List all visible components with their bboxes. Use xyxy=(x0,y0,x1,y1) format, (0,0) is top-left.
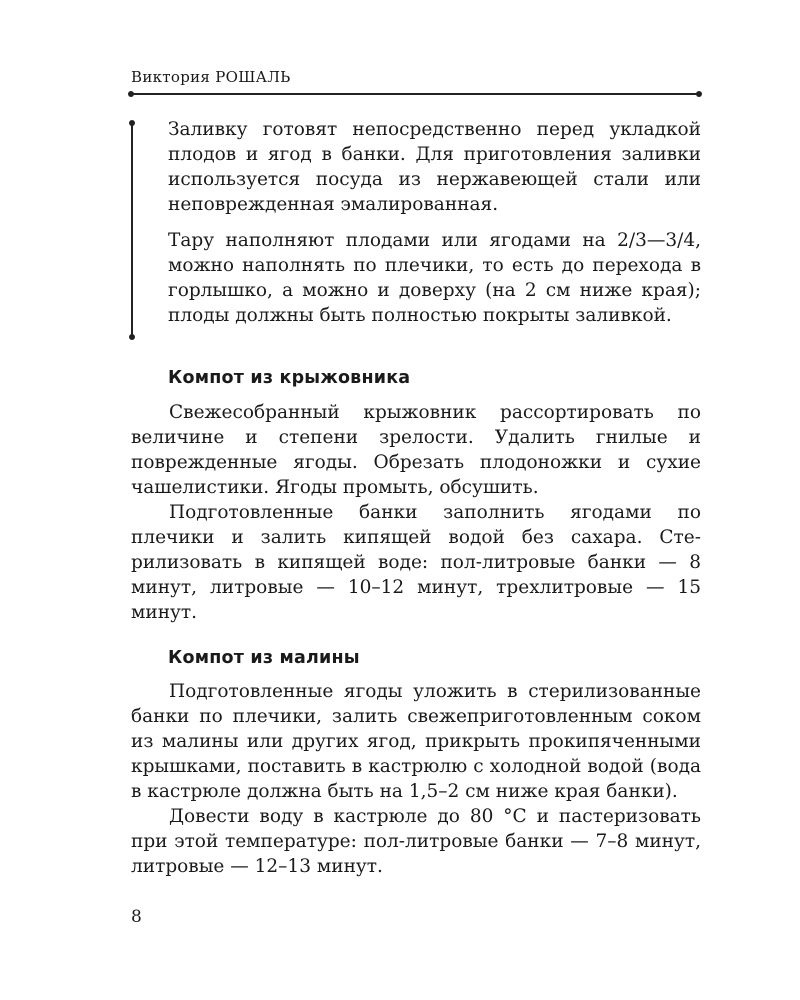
intro-paragraph: Заливку готовят непосредственно перед укладкой плодов и ягод в банки. Для приготовления заливки используется посуда из нержавеющей стали или неповрежденная эмалированная. xyxy=(168,119,701,215)
running-head: Виктория РОШАЛЬ xyxy=(131,68,291,86)
body-paragraph: Свежесобранный крыжовник рассортировать по величине и степени зрелости. Удалить гнилые и поврежденные ягоды. Обрезать плодоножки и сухие чашелистики. Ягоды промыть, обсушить. xyxy=(131,402,701,498)
body-paragraph: Довести воду в кастрюле до 80 °С и пастеризовать при этой температуре: пол-литровые банки — 7–8 минут, литровые — 12–13 минут. xyxy=(131,806,701,877)
body-paragraph: Подготовленные ягоды уложить в стерилизованные банки по плечики, залить свежеприготовленным соком из малины или других ягод, прикрыть прокипяченными крышками, поставить в кастрюлю с холодной водой (вода в кастрюле должна быть на 1,5–2 см ниже края банки). xyxy=(131,681,701,802)
intro-side-bar xyxy=(131,123,133,337)
page-number: 8 xyxy=(131,907,142,927)
section-heading-gooseberry: Компот из крыжовника xyxy=(168,368,411,388)
body-paragraph: Подготовленные банки заполнить ягодами по плечики и залить кипящей водой без сахара. Стерилизовать в кипящей воде: пол-литровые банки — 8 минут, литровые — 10–12 минут, трехлитровые — 15 минут. xyxy=(131,502,701,623)
intro-paragraph: Тару наполняют плодами или ягодами на 2/3—3/4, можно наполнять по плечики, то есть до перехода в горлышко, а можно и доверху (на 2 см ниже края); плоды должны быть полностью покрыты заливкой. xyxy=(168,230,701,326)
header-rule xyxy=(131,93,699,95)
section-heading-raspberry: Компот из малины xyxy=(168,648,360,668)
intro-block xyxy=(168,117,701,328)
section-body-gooseberry xyxy=(131,400,701,625)
section-body-raspberry xyxy=(131,679,701,879)
